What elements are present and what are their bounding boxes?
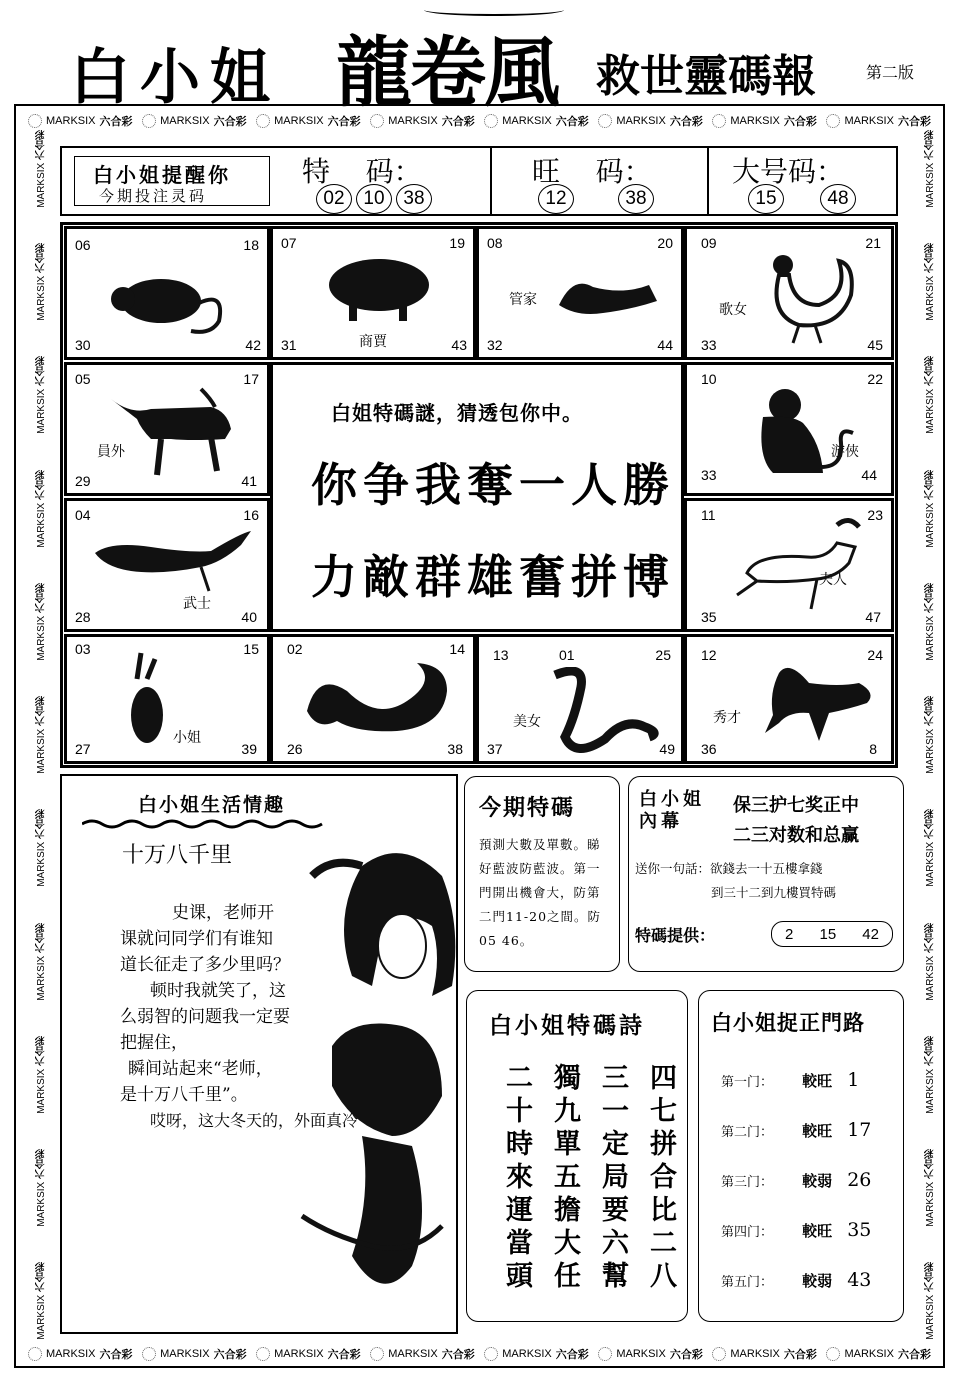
door-status: 較旺 [802,1222,833,1240]
zodiac-label: 美女 [513,714,541,730]
watermark: MARKSIX 六合彩 [712,1346,817,1362]
number-br: 38 [447,741,463,757]
zodiac-cell-rat [64,226,270,360]
story-line: 哎呀，这大冬天的，外面真冷 [150,1111,359,1130]
insider-box [628,776,904,972]
big-number-title: 大号码： [732,155,845,188]
number-ball: 12 [538,184,574,214]
watermark: MARKSIX 六合彩 [924,130,936,208]
poem-title: 白小姐特碼詩 [489,1012,645,1039]
watermark: MARKSIX 六合彩 [484,1346,589,1362]
number-bl: 27 [75,741,91,757]
zodiac-label: 武士 [183,596,211,612]
number-ball: 02 [316,184,352,214]
door-row [721,1169,871,1191]
number-br: 41 [241,473,257,489]
poem-box [466,990,688,1322]
number-bl: 32 [487,337,503,353]
pig-icon [313,247,443,327]
door-number: 43 [847,1269,872,1291]
insider-line2: 二三对数和总赢 [733,825,859,846]
big-number-balls [748,184,860,214]
watermark: MARKSIX 六合彩 [924,243,936,322]
number-tl: 12 [701,647,717,663]
story-line: 史课，老师开 [172,903,274,923]
number-tr: 25 [655,647,671,663]
number-br: 43 [451,337,467,353]
story-line: 么弱智的问题我一定要 [120,1007,290,1027]
flower-icon [142,1347,156,1361]
rabbit-icon [111,649,181,749]
center-riddle [270,362,684,632]
watermark: MARKSIX 六合彩 [924,922,936,1001]
zodiac-label: 員外 [97,444,125,460]
door-number: 26 [847,1169,872,1191]
watermark: MARKSIX 六合彩 [35,469,47,548]
zodiac-label: 秀才 [713,710,741,726]
poem-column: 獨九單五擔大任 [549,1063,580,1294]
zodiac-label: 商賈 [359,334,387,350]
insider-label: 白小姐 內幕 [639,789,705,832]
insider-saying-1: 送你一句話：欲錢去一十五樓拿錢 [635,861,823,876]
riddle-line1: 你争我奪一人勝 [311,458,675,512]
watermark: MARKSIX 六合彩 [35,1148,47,1227]
number-bl: 36 [701,741,717,757]
number-br: 39 [241,741,257,757]
number-ball: 2 [785,925,794,943]
number-br: 47 [865,609,881,625]
riddle-line2: 力敵群雄奮拼博 [311,550,675,604]
tips-bar [60,146,898,216]
number-tl: 13 [493,647,509,663]
flower-icon [826,1347,840,1361]
watermark: MARKSIX 六合彩 [712,113,817,129]
number-ball: 15 [819,925,837,943]
door-row [721,1219,871,1241]
doors-box [698,990,904,1322]
rooster-icon [759,245,869,345]
door-status: 較旺 [802,1072,833,1090]
watermark: MARKSIX 六合彩 [924,696,936,774]
tips-label-box [74,156,270,206]
wavy-underline [82,818,332,830]
story-line: 把握住， [120,1033,188,1053]
door-status: 較弱 [802,1172,833,1190]
flower-icon [256,114,270,128]
riddle-intro: 白姐特碼謎，猜透包你中。 [331,401,583,425]
poem-column: 三一定局要六幫 [597,1063,628,1294]
number-br: 42 [245,337,261,353]
watermark: MARKSIX 六合彩 [28,113,133,129]
number-tl: 04 [75,507,91,523]
story-line: 是十万八千里”。 [120,1085,248,1105]
watermark: MARKSIX 六合彩 [370,1346,475,1362]
watermark: MARKSIX 六合彩 [924,582,936,661]
watermark: MARKSIX 六合彩 [924,1262,936,1340]
flower-icon [370,114,384,128]
number-tr: 23 [867,507,883,523]
number-ball: 38 [396,184,432,214]
watermark: MARKSIX 六合彩 [924,1148,936,1227]
number-tr: 19 [449,235,465,251]
number-tr: 16 [243,507,259,523]
this-period-text: 預測大數及單數。睇好藍波防藍波。第一門開出機會大，防第二門11-20之間。防05 46。 [479,837,602,948]
watermark: MARKSIX 六合彩 [35,922,47,1001]
number-bl: 31 [281,337,297,353]
provide-label: 特碼提供： [635,926,716,945]
insider-line1: 保三护七奖正中 [733,795,859,816]
title-right: 救世靈碼報 [596,51,816,102]
zodiac-label: 小姐 [173,730,201,746]
number-tr: 17 [243,371,259,387]
watermark: MARKSIX 六合彩 [35,1035,47,1114]
door-row [721,1069,859,1091]
number-tl: 06 [75,237,91,253]
snake-icon [545,667,665,757]
number-tr: 22 [867,371,883,387]
watermark: MARKSIX 六合彩 [826,1346,931,1362]
tips-label-line2: 今期投注灵码 [99,187,208,205]
flower-icon [826,114,840,128]
edition-label: 第二版 [866,63,915,82]
story-line: 课就问同学们有谁知 [120,929,273,949]
watermark: MARKSIX 六合彩 [35,130,47,208]
flower-icon [598,114,612,128]
life-title: 白小姐生活情趣 [138,794,286,816]
flower-icon [28,1347,42,1361]
number-br: 45 [867,337,883,353]
number-br: 44 [861,467,877,483]
flower-icon [598,1347,612,1361]
this-period-title: 今期特碼 [479,795,576,821]
number-tr: 15 [243,641,259,657]
this-period-box [464,776,620,972]
divider [707,148,709,214]
flower-icon [256,1347,270,1361]
zodiac-label: 游俠 [831,444,859,460]
watermark-band-right [919,130,941,1340]
number-bl: 35 [701,609,717,625]
number-ball: 38 [618,184,654,214]
zodiac-cell-rabbit [64,634,270,764]
watermark: MARKSIX 六合彩 [370,113,475,129]
tiger-icon [91,523,251,593]
monkey-icon [733,377,873,477]
header [14,4,945,117]
zodiac-cell-dragon [270,634,476,764]
number-br: 40 [241,609,257,625]
number-ball: 48 [820,184,856,214]
door-label: 第一门： [721,1075,774,1090]
zodiac-cell-rooster [684,226,894,360]
te-ma-title: 特 码： [302,155,422,188]
title-main: 龍卷風 [336,28,558,117]
zodiac-cell-snake [476,634,684,764]
life-subtitle: 十万八千里 [122,843,233,868]
provide-balls [771,921,893,947]
number-tr: 20 [657,235,673,251]
number-bl: 37 [487,741,503,757]
watermark: MARKSIX 六合彩 [256,113,361,129]
number-tr: 24 [867,647,883,663]
number-ball: 15 [748,184,784,214]
watermark: MARKSIX 六合彩 [484,113,589,129]
dog-icon [553,265,663,325]
number-tl: 03 [75,641,91,657]
number-ball: 42 [862,925,879,943]
door-number: 35 [847,1219,872,1241]
number-top-mid: 01 [559,647,575,663]
zodiac-cell-horse [684,634,894,764]
wang-ma-balls [538,184,658,214]
rat-icon [101,261,231,341]
door-row [721,1269,871,1291]
number-tr: 18 [243,237,259,253]
number-bl: 28 [75,609,91,625]
zodiac-label: 夫人 [819,572,847,588]
woman-illustration [292,836,462,1326]
number-bl: 33 [701,337,717,353]
watermark: MARKSIX 六合彩 [35,243,47,322]
watermark-band-bottom [14,1343,945,1365]
flower-icon [484,114,498,128]
number-bl: 26 [287,741,303,757]
door-label: 第二门： [721,1125,774,1140]
watermark: MARKSIX 六合彩 [826,113,931,129]
zodiac-label: 歌女 [719,302,747,318]
door-status: 較弱 [802,1272,833,1290]
watermark: MARKSIX 六合彩 [142,113,247,129]
zodiac-cell-ox [64,362,270,496]
watermark: MARKSIX 六合彩 [598,113,703,129]
number-tr: 21 [865,235,881,251]
flower-icon [142,114,156,128]
tips-label-line1: 白小姐提醒你 [93,163,231,187]
number-tl: 05 [75,371,91,387]
zodiac-cell-tiger [64,498,270,632]
doors-title: 白小姐捉正門路 [711,1010,865,1035]
door-row [721,1119,871,1141]
story-line: 瞬间站起来“老师， [128,1059,273,1079]
number-tl: 11 [701,507,716,523]
door-number: 1 [847,1069,860,1091]
number-br: 44 [657,337,673,353]
number-tl: 08 [487,235,503,251]
number-bl: 33 [701,467,717,483]
watermark: MARKSIX 六合彩 [142,1346,247,1362]
watermark: MARKSIX 六合彩 [256,1346,361,1362]
zodiac-cell-dog [476,226,684,360]
number-bl: 29 [75,473,91,489]
divider [490,148,492,214]
zodiac-cell-pig [270,226,476,360]
flower-icon [28,114,42,128]
watermark: MARKSIX 六合彩 [35,356,47,435]
poem-column: 四七拼合比二八 [645,1063,676,1294]
story-line: 顿时我就笑了，这 [150,981,286,1001]
number-tl: 02 [287,641,303,657]
watermark: MARKSIX 六合彩 [28,1346,133,1362]
door-status: 較旺 [802,1122,833,1140]
flower-icon [484,1347,498,1361]
title-left: 白小姐 [70,43,280,113]
watermark: MARKSIX 六合彩 [924,469,936,548]
watermark: MARKSIX 六合彩 [598,1346,703,1362]
watermark: MARKSIX 六合彩 [924,809,936,888]
watermark: MARKSIX 六合彩 [35,1262,47,1340]
zodiac-cell-goat [684,498,894,632]
te-ma-balls [316,184,436,214]
watermark: MARKSIX 六合彩 [924,356,936,435]
number-tl: 10 [701,371,717,387]
watermark: MARKSIX 六合彩 [924,1035,936,1114]
number-tl: 07 [281,235,297,251]
door-label: 第四门： [721,1225,774,1240]
door-label: 第三门： [721,1175,774,1190]
door-number: 17 [847,1119,872,1141]
number-tr: 14 [449,641,465,657]
story-line: 道长征走了多少里吗？ [120,955,290,975]
number-tl: 09 [701,235,717,251]
watermark: MARKSIX 六合彩 [35,809,47,888]
flower-icon [370,1347,384,1361]
life-section [60,774,458,1334]
horse-icon [749,653,879,743]
wang-ma-title: 旺 码： [532,155,652,188]
goat-icon [727,513,877,613]
watermark-band-top [14,110,945,132]
door-label: 第五门： [721,1275,774,1290]
watermark-band-left [30,130,52,1340]
flower-icon [712,114,726,128]
dragon-icon [297,651,467,741]
ox-icon [101,379,241,479]
insider-saying-2: 到三十二到九樓買特碼 [711,885,837,900]
number-br: 8 [869,741,877,757]
number-br: 49 [659,741,675,757]
zodiac-label: 管家 [509,292,537,308]
number-bl: 30 [75,337,91,353]
poem-column: 二十時來運當頭 [501,1063,532,1294]
number-ball: 10 [356,184,392,214]
zodiac-cell-monkey [684,362,894,496]
flower-icon [712,1347,726,1361]
watermark: MARKSIX 六合彩 [35,696,47,774]
watermark: MARKSIX 六合彩 [35,582,47,661]
